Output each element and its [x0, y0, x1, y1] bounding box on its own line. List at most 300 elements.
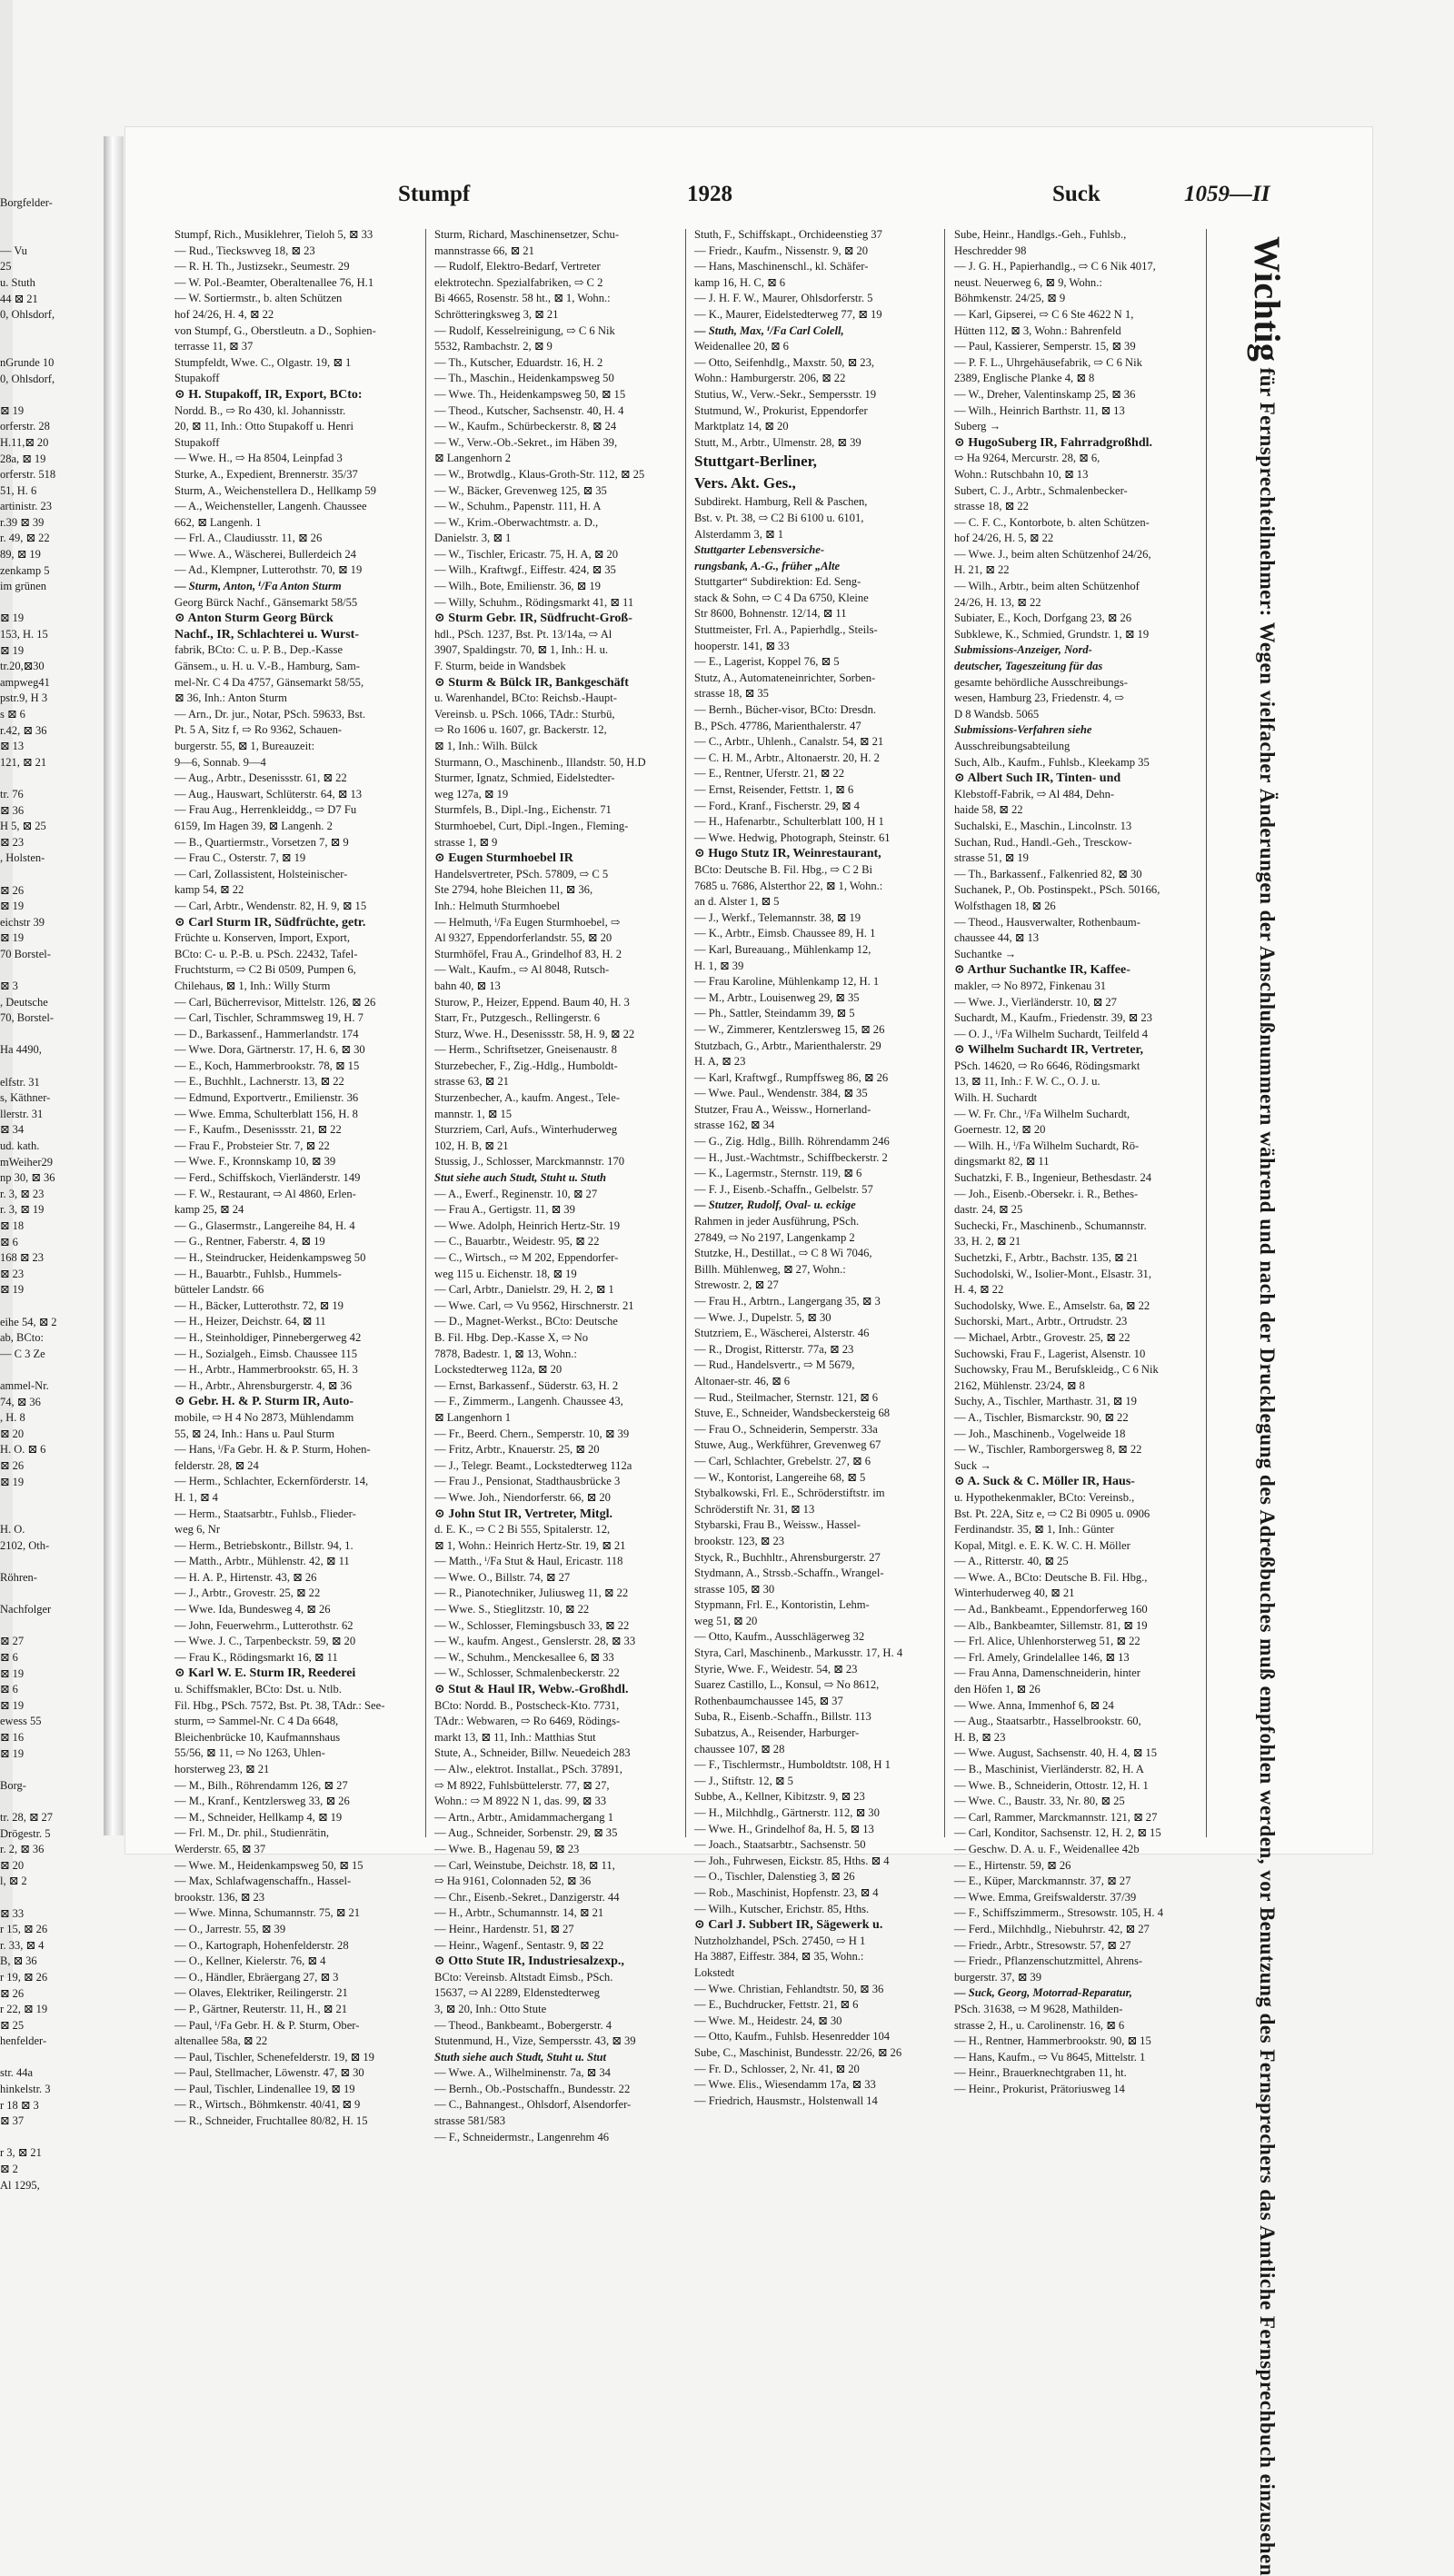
- directory-entry-line: — Wwe. Dora, Gärtnerstr. 17, H. 6, ⊠ 30: [174, 1043, 365, 1057]
- directory-entry-line: hof 24/26, H. 5, ⊠ 22: [954, 532, 1054, 545]
- directory-entry-line: — C. H. M., Arbtr., Altonaerstr. 20, H. 2: [694, 751, 880, 764]
- directory-entry-line: Suck →: [954, 1458, 991, 1472]
- directory-entry-line: Stuttmeister, Frl. A., Papierhdlg., Steils-: [694, 623, 878, 637]
- directory-entry-line: Wohn.: Rutschbahn 10, ⊠ 13: [954, 467, 1089, 481]
- directory-entry-line: ⊠ 1, Inh.: Wilh. Bülck: [434, 740, 538, 752]
- directory-entry-line: — M., Kranf., Kentzlersweg 33, ⊠ 26: [174, 1795, 350, 1808]
- directory-entry-line: — Rud., Tieckswveg 18, ⊠ 23: [174, 244, 315, 257]
- directory-entry-line: — Ad., Bankbeamt., Eppendorferweg 160: [954, 1603, 1148, 1616]
- directory-entry-line: Stuwe, Aug., Werkführer, Grevenweg 67: [694, 1438, 881, 1452]
- fragment-line: r 15, ⊠ 26: [0, 1923, 48, 1936]
- fragment-line: 0, Ohlsdorf,: [0, 308, 55, 322]
- directory-entry-line: — Th., Kutscher, Eduardstr. 16, H. 2: [434, 355, 603, 369]
- directory-entry-line: — Matth., ⁱ/Fa Stut & Haul, Ericastr. 118: [434, 1555, 623, 1568]
- fragment-line: Drögestr. 5: [0, 1826, 51, 1840]
- directory-entry-line: Stuttgarter“ Subdirektion: Ed. Seng-: [694, 575, 861, 589]
- directory-entry-line: 102, H. B, ⊠ 21: [434, 1139, 509, 1152]
- directory-entry-line: H. A, ⊠ 23: [694, 1055, 746, 1069]
- directory-entry-line: Sturow, P., Heizer, Eppend. Baum 40, H. 3: [434, 995, 630, 1009]
- firm-entry-line: ⊙ Eugen Sturmhoebel IR: [434, 851, 573, 866]
- book-gutter: [104, 136, 124, 1835]
- fragment-line: [0, 963, 102, 980]
- fragment-line: [0, 323, 102, 340]
- fragment-line: ⊠ 34: [0, 1123, 25, 1137]
- directory-entry-line: — G., Rentner, Faberstr. 4, ⊠ 19: [174, 1235, 325, 1248]
- directory-entry-line: bütteler Landstr. 66: [174, 1283, 264, 1297]
- fragment-line: [0, 595, 102, 612]
- directory-entry-line: 15637, ⇨ Al 2289, Eldenstedterweg: [434, 1986, 600, 2000]
- directory-entry-line: ⊠ Langenhorn 2: [434, 452, 511, 465]
- firm-entry-line: ⊙ Gebr. H. & P. Sturm IR, Auto-: [174, 1395, 354, 1409]
- directory-entry-line: Böhmkenstr. 24/25, ⊠ 9: [954, 292, 1066, 305]
- directory-entry-line: Bi 4665, Rosenstr. 58 ht., ⊠ 1, Wohn.:: [434, 292, 611, 305]
- directory-entry-line: Bst. Pt. 22A, Sitz e, ⇨ C2 Bi 0905 u. 0906: [954, 1507, 1150, 1520]
- directory-entry-line: Stutzer, Frau A., Weissw., Hornerland-: [694, 1102, 871, 1116]
- directory-entry-line: — Wwe. Carl, ⇨ Vu 9562, Hirschnerstr. 21: [434, 1298, 634, 1312]
- directory-entry-line: ⇨ Ha 9264, Mercurstr. 28, ⊠ 6,: [954, 452, 1100, 465]
- directory-entry-line: — W., Kaufm., Schürbeckerstr. 8, ⊠ 24: [434, 420, 617, 433]
- directory-entry-line: — J. H. F. W., Maurer, Ohlsdorferstr. 5: [694, 292, 873, 305]
- directory-entry-line: — Theod., Bankbeamt., Bobergerstr. 4: [434, 2018, 612, 2032]
- directory-entry-line: Suchardt, M., Kaufm., Friedenstr. 39, ⊠ 23: [954, 1011, 1152, 1025]
- directory-entry-line: — Aug., Hauswart, Schlüterstr. 64, ⊠ 13: [174, 787, 363, 801]
- directory-entry-line: — C. F. C., Kontorbote, b. alten Schützen-: [954, 515, 1150, 529]
- fragment-line: orferstr. 28: [0, 420, 50, 433]
- directory-entry-line: Marktplatz 14, ⊠ 20: [694, 420, 789, 433]
- directory-entry-line: — H., Just.-Wachtmstr., Schiffbeckerstr. 2: [694, 1150, 888, 1164]
- fragment-line: — C 3 Ze: [0, 1347, 45, 1360]
- directory-entry-line: — Wilh., Bote, Emilienstr. 36, ⊠ 19: [434, 580, 601, 593]
- directory-entry-line: — Herm., Staatsarbtr., Fuhlsb., Flieder-: [174, 1507, 356, 1520]
- directory-entry-line: — R. H. Th., Justizsekr., Seumestr. 29: [174, 260, 350, 274]
- fragment-line: [0, 2050, 102, 2066]
- fragment-line: , Deutsche: [0, 995, 48, 1009]
- directory-entry-line: 55/56, ⊠ 11, ⇨ No 1263, Uhlen-: [174, 1746, 325, 1760]
- fragment-line: [0, 1027, 102, 1043]
- directory-entry-line: — H., Bäcker, Lutterothstr. 72, ⊠ 19: [174, 1298, 344, 1312]
- directory-entry-line: ⊠ 1, Wohn.: Heinrich Hertz-Str. 19, ⊠ 21: [434, 1538, 626, 1552]
- directory-entry-line: — Otto, Seifenhdlg., Maxstr. 50, ⊠ 23,: [694, 355, 875, 369]
- directory-entry-line: 20, ⊠ 11, Inh.: Otto Stupakoff u. Henri: [174, 420, 354, 433]
- directory-entry-line: 24/26, H. 13, ⊠ 22: [954, 595, 1041, 609]
- fragment-line: [0, 1059, 102, 1075]
- directory-entry-line: H. 4, ⊠ 22: [954, 1283, 1004, 1297]
- firm-entry-line: ⊙ Karl W. E. Sturm IR, Reederei: [174, 1666, 356, 1681]
- directory-entry-line: — Willy, Schuhm., Rödingsmarkt 41, ⊠ 11: [434, 595, 634, 609]
- fragment-line: r 18 ⊠ 3: [0, 2098, 39, 2112]
- directory-entry-line: elektrotechn. Spezialfabriken, ⇨ C 2: [434, 275, 603, 289]
- directory-entry-line: — Alb., Bankbeamter, Sillemstr. 81, ⊠ 19: [954, 1618, 1148, 1632]
- directory-entry-line: — Otto, Kaufm., Fuhlsb. Hesenredder 104: [694, 2030, 891, 2044]
- fragment-line: [0, 212, 102, 228]
- page-header: [125, 182, 1334, 218]
- directory-entry-line: — Michael, Arbtr., Grovestr. 25, ⊠ 22: [954, 1330, 1130, 1344]
- directory-entry-line: — Friedr., Pflanzenschutzmittel, Ahrens-: [954, 1954, 1143, 1968]
- directory-entry-line: Suchecki, Fr., Maschinenb., Schumannstr.: [954, 1218, 1147, 1232]
- fragment-line: ⊠ 13: [0, 740, 25, 753]
- directory-entry-line: Handelsvertreter, PSch. 57809, ⇨ C 5: [434, 867, 609, 880]
- directory-entry-line: — C., Arbtr., Uhlenh., Canalstr. 54, ⊠ 21: [694, 735, 884, 749]
- directory-entry-line: — W. Fr. Chr., ⁱ/Fa Wilhelm Suchardt,: [954, 1107, 1130, 1120]
- fragment-line: 70 Borstel-: [0, 947, 51, 960]
- directory-entry-line: — Frau H., Arbtrn., Langergang 35, ⊠ 3: [694, 1295, 881, 1308]
- directory-entry-line: — Paul, Stellmacher, Löwenstr. 47, ⊠ 30: [174, 2066, 364, 2080]
- directory-entry-line: Wilh. H. Suchardt: [954, 1091, 1038, 1105]
- directory-entry-line: ⇨ Ha 9161, Colonnaden 52, ⊠ 36: [434, 1875, 592, 1888]
- fragment-line: ⊠ 19: [0, 1698, 25, 1712]
- fragment-line: ⊠ 26: [0, 1986, 25, 2000]
- directory-entry-line: — Frau F., Probsteier Str. 7, ⊠ 22: [174, 1139, 330, 1152]
- directory-entry-line: — Wwe. Joh., Niendorferstr. 66, ⊠ 20: [434, 1490, 611, 1504]
- directory-entry-line: strasse 51, ⊠ 19: [954, 851, 1029, 865]
- directory-entry-line: — F., Tischlermstr., Humboldtstr. 108, H 1: [694, 1758, 891, 1772]
- directory-entry-line: Ferdinandstr. 35, ⊠ 1, Inh.: Günter: [954, 1523, 1114, 1537]
- fragment-line: — Vu: [0, 244, 27, 257]
- directory-entry-line: Rothenbaumchaussee 145, ⊠ 37: [694, 1694, 843, 1707]
- firm-entry-line: ⊙ Carl Sturm IR, Südfrüchte, getr.: [174, 915, 366, 930]
- directory-column-1: [174, 227, 426, 2128]
- directory-entry-line: Subatzus, A., Reisender, Harburger-: [694, 1726, 860, 1740]
- directory-entry-line: — Frl. Alice, Uhlenhorsterweg 51, ⊠ 22: [954, 1635, 1140, 1648]
- directory-entry-line: — Friedrich, Hausmstr., Holstenwall 14: [694, 2094, 878, 2107]
- directory-entry-line: — Wwe. F., Kronnskamp 10, ⊠ 39: [174, 1155, 336, 1169]
- directory-entry-line: ⇨ Ro 1606 u. 1607, gr. Backerstr. 12,: [434, 723, 607, 737]
- fragment-line: ⊠ 36: [0, 803, 25, 817]
- fragment-line: s, Käthner-: [0, 1091, 51, 1105]
- directory-entry-line: — Ferd., Schiffskoch, Vierländerstr. 149: [174, 1171, 361, 1185]
- directory-entry-line: Stypmann, Frl. E., Kontoristin, Lehm-: [694, 1598, 870, 1612]
- directory-entry-line: Bst. v. Pt. 38, ⇨ C2 Bi 6100 u. 6101,: [694, 511, 864, 524]
- fragment-line: r. 2, ⊠ 36: [0, 1843, 45, 1856]
- directory-entry-line: — Arn., Dr. jur., Notar, PSch. 59633, Bst.: [174, 707, 366, 721]
- directory-entry-line: bahn 40, ⊠ 13: [434, 979, 501, 992]
- directory-entry-line: Vereinsb. u. PSch. 1066, TAdr.: Sturbü,: [434, 707, 615, 721]
- notice-body: für Fernsprechteilnehmer: Wegen vielfacher Änderungen der Anschlußnummern während und nach der Drucklegung des Adreßbuches muß empfohlen werden, vor Benutzung des Fernsprechers das Amtliche Fernsprechbuch einzusehen: [1256, 367, 1279, 2576]
- fragment-line: artinistr. 23: [0, 500, 52, 513]
- directory-entry-line: 2389, Englische Planke 4, ⊠ 8: [954, 372, 1095, 385]
- fragment-line: 168 ⊠ 23: [0, 1251, 44, 1265]
- fragment-line: ud. kath.: [0, 1139, 40, 1153]
- directory-entry-line: — Wwe. Emma, Greifswalderstr. 37/39: [954, 1890, 1137, 1904]
- directory-entry-line: — Frau Karoline, Mühlenkamp 12, H. 1: [694, 975, 880, 989]
- directory-entry-line: — Carl, Tischler, Schrammsweg 19, H. 7: [174, 1011, 364, 1025]
- directory-entry-line: strasse 2, H., u. Carolinenstr. 16, ⊠ 6: [954, 2018, 1125, 2032]
- fragment-line: Borg-: [0, 1778, 26, 1792]
- directory-entry-line: — J., Werkf., Telemannstr. 38, ⊠ 19: [694, 910, 861, 924]
- directory-column-3: [694, 227, 946, 2107]
- directory-entry-line: ⊠ Langenhorn 1: [434, 1410, 511, 1424]
- directory-entry-line: — E., Rentner, Uferstr. 21, ⊠ 22: [694, 767, 844, 781]
- directory-entry-line: Weidenallee 20, ⊠ 6: [694, 340, 789, 353]
- directory-entry-line: — F., Zimmerm., Langenh. Chaussee 43,: [434, 1395, 623, 1408]
- directory-entry-line: — Heinr., Brauerknechtgraben 11, ht.: [954, 2066, 1127, 2080]
- header-last-entry: Suck: [1052, 182, 1100, 206]
- fragment-line: ⊠ 27: [0, 1635, 25, 1648]
- fragment-line: elfstr. 31: [0, 1075, 40, 1089]
- fragment-line: ⊠ 18: [0, 1219, 25, 1232]
- directory-entry-line: — Frau K., Rödingsmarkt 16, ⊠ 11: [174, 1650, 338, 1664]
- directory-entry-line: — H., Hafenarbtr., Schulterblatt 100, H 1: [694, 815, 884, 829]
- fragment-line: nGrunde 10: [0, 355, 55, 369]
- fragment-line: 28a, ⊠ 19: [0, 452, 46, 465]
- directory-entry-line: Suchowski, Frau F., Lagerist, Alsenstr. 10: [954, 1347, 1146, 1360]
- directory-entry-line: — John, Feuerwehrm., Lutterothstr. 62: [174, 1618, 354, 1632]
- directory-entry-line: — Wwe. A., BCto: Deutsche B. Fil. Hbg.,: [954, 1570, 1148, 1584]
- directory-entry-line: Suchowsky, Frau M., Berufskleidg., C 6 Nik: [954, 1363, 1159, 1377]
- fragment-line: 74, ⊠ 36: [0, 1395, 41, 1408]
- directory-entry-line: — Ferd., Milchhdlg., Niebuhrstr. 42, ⊠ 27: [954, 1922, 1150, 1935]
- directory-entry-line: Stutzke, H., Destillat., ⇨ C 8 Wi 7046,: [694, 1247, 872, 1260]
- directory-entry-line: — Herm., Betriebskontr., Billstr. 94, 1.: [174, 1538, 354, 1552]
- directory-entry-line: strasse 18, ⊠ 22: [954, 500, 1029, 513]
- directory-entry-line: — Bernh., Bücher-visor, BCto: Dresdn.: [694, 703, 877, 717]
- directory-entry-line: — Fr. D., Schlosser, 2, Nr. 41, ⊠ 20: [694, 2062, 860, 2075]
- directory-entry-line: PSch. 31638, ⇨ M 9628, Mathilden-: [954, 2002, 1123, 2015]
- directory-entry-line: Wohn.: Hamburgerstr. 206, ⊠ 22: [694, 372, 846, 385]
- fragment-line: l, ⊠ 2: [0, 1875, 27, 1888]
- directory-entry-line: — H., Rentner, Hammerbrookstr. 90, ⊠ 15: [954, 2034, 1151, 2048]
- fragment-line: tr. 28, ⊠ 27: [0, 1810, 54, 1824]
- directory-entry-line: Stussig, J., Schlosser, Marckmannstr. 170: [434, 1155, 625, 1169]
- directory-entry-line: — J., Arbtr., Grovestr. 25, ⊠ 22: [174, 1586, 321, 1600]
- fragment-line: , H. 8: [0, 1411, 25, 1425]
- fragment-line: 51, H. 6: [0, 483, 37, 497]
- firm-entry-line: ⊙ A. Suck & C. Möller IR, Haus-: [954, 1475, 1135, 1489]
- directory-entry-line: — O., Kartograph, Hohenfelderstr. 28: [174, 1938, 349, 1952]
- directory-entry-line: PSch. 14620, ⇨ Ro 6646, Rödingsmarkt: [954, 1059, 1140, 1072]
- directory-entry-line: — O., Tischler, Dalenstieg 3, ⊠ 26: [694, 1870, 855, 1884]
- directory-entry-line: weg 51, ⊠ 20: [694, 1614, 758, 1627]
- page-number: 1059—II: [1184, 182, 1270, 206]
- directory-entry-line: Sturm, A., Weichenstellera D., Hellkamp 59: [174, 483, 376, 497]
- directory-entry-line: — W., kaufm. Angest., Genslerstr. 28, ⊠ 33: [434, 1635, 636, 1648]
- firm-entry-line: ⊙ Wilhelm Suchardt IR, Vertreter,: [954, 1043, 1143, 1058]
- directory-entry-line: — Heinr., Wagenf., Sentastr. 9, ⊠ 22: [434, 1938, 604, 1952]
- fragment-line: [0, 1490, 102, 1507]
- directory-entry-line: — Carl, Schlachter, Grebelstr. 27, ⊠ 6: [694, 1454, 871, 1467]
- directory-entry-line: — Wwe. M., Heidestr. 24, ⊠ 30: [694, 2014, 842, 2027]
- directory-entry-line: — W. Pol.-Beamter, Oberaltenallee 76, H.1: [174, 275, 374, 289]
- fragment-line: Röhren-: [0, 1571, 37, 1585]
- directory-entry-line: Rahmen in jeder Ausführung, PSch.: [694, 1215, 860, 1228]
- fragment-line: ⊠ 19: [0, 1746, 25, 1760]
- directory-entry-line: — Frau A., Gertigstr. 11, ⊠ 39: [434, 1203, 575, 1217]
- directory-entry-line: — D., Magnet-Werkst., BCto: Deutsche: [434, 1315, 618, 1328]
- directory-entry-line: Suchanek, P., Ob. Postinspekt., PSch. 50166,: [954, 883, 1160, 897]
- directory-column-4: [954, 227, 1206, 2095]
- fragment-line: [0, 227, 102, 244]
- directory-entry-line: — Chr., Eisenb.-Sekret., Danzigerstr. 44: [434, 1890, 620, 1904]
- directory-entry-line: 3, ⊠ 20, Inh.: Otto Stute: [434, 2002, 547, 2015]
- directory-entry-line: — Paul, Tischler, Schenefelderstr. 19, ⊠ 19: [174, 2050, 374, 2064]
- directory-entry-line: Al 9327, Eppendorferlandstr. 55, ⊠ 20: [434, 931, 612, 945]
- fragment-line: [0, 1618, 102, 1635]
- fragment-line: ⊠ 37: [0, 2114, 25, 2128]
- directory-entry-line: — Th., Maschin., Heidenkampsweg 50: [434, 372, 614, 385]
- fragment-line: ⊠ 6: [0, 1651, 18, 1665]
- directory-entry-line: 55, ⊠ 24, Inh.: Hans u. Paul Sturm: [174, 1427, 335, 1440]
- directory-entry-line: — Joach., Staatsarbtr., Sachsenstr. 50: [694, 1838, 866, 1852]
- fragment-line: s ⊠ 6: [0, 708, 25, 721]
- directory-entry-line: — F. J., Eisenb.-Schaffn., Gelbelstr. 57: [694, 1182, 873, 1196]
- fragment-line: [0, 1794, 102, 1810]
- directory-entry-line: Stuth siehe auch Studt, Stuht u. Stut: [434, 2050, 606, 2064]
- directory-entry-line: — W., Tischler, Ericastr. 75, H. A, ⊠ 20: [434, 547, 619, 561]
- directory-entry-line: — J. G. H., Papierhandlg., ⇨ C 6 Nik 4017,: [954, 260, 1156, 274]
- directory-entry-line: Subdirekt. Hamburg, Rell & Paschen,: [694, 495, 868, 509]
- fragment-line: [0, 339, 102, 355]
- directory-entry-line: Strewostr. 2, ⊠ 27: [694, 1278, 779, 1292]
- directory-entry-line: Stutzbach, G., Arbtr., Marienthalerstr. 29: [694, 1039, 881, 1052]
- directory-entry-line: Sturke, A., Expedient, Brennerstr. 35/37: [174, 467, 358, 481]
- directory-entry-line: Suchetzki, F., Arbtr., Bachstr. 135, ⊠ 21: [954, 1251, 1139, 1264]
- directory-entry-line: — E., Küper, Marckmannstr. 37, ⊠ 27: [954, 1875, 1131, 1888]
- directory-entry-line: — H. A. P., Hirtenstr. 43, ⊠ 26: [174, 1570, 317, 1584]
- directory-entry-line: — W. Sortiermstr., b. alten Schützen: [174, 292, 343, 305]
- directory-entry-line: chaussee 107, ⊠ 28: [694, 1742, 785, 1755]
- directory-entry-line: strasse 1, ⊠ 9: [434, 835, 498, 849]
- directory-entry-line: Sturm, Richard, Maschinensetzer, Schu-: [434, 228, 620, 241]
- fragment-line: ⊠ 19: [0, 1283, 25, 1297]
- directory-entry-line: weg 6, Nr: [174, 1523, 221, 1537]
- directory-entry-line: — Wwe. Emma, Schulterblatt 156, H. 8: [174, 1107, 358, 1120]
- fragment-line: ewess 55: [0, 1715, 42, 1728]
- fragment-line: ⊠ 19: [0, 1475, 25, 1488]
- directory-entry-line: — F. W., Restaurant, ⇨ Al 4860, Erlen-: [174, 1187, 356, 1200]
- directory-entry-line: neust. Neuerweg 6, ⊠ 9, Wohn.:: [954, 275, 1102, 289]
- directory-entry-line: H. 1, ⊠ 4: [174, 1490, 218, 1504]
- directory-entry-line: Suba, R., Eisenb.-Schaffn., Billstr. 113: [694, 1710, 871, 1724]
- directory-entry-line: markt 13, ⊠ 11, Inh.: Matthias Stut: [434, 1730, 596, 1744]
- directory-entry-line: Suchantke →: [954, 947, 1017, 960]
- directory-entry-line: Suchodolski, W., Isolier-Mont., Elsastr. 31,: [954, 1267, 1151, 1280]
- directory-entry-line: — Ernst, Barkassenf., Süderstr. 63, H. 2: [434, 1378, 619, 1392]
- directory-entry-line: — Suck, Georg, Motorrad-Reparatur,: [954, 1986, 1132, 2000]
- directory-entry-line: — Aug., Arbtr., Desenissstr. 61, ⊠ 22: [174, 771, 347, 785]
- directory-entry-line: — R., Drogist, Ritterstr. 77a, ⊠ 23: [694, 1342, 854, 1356]
- directory-entry-line: D 8 Wandsb. 5065: [954, 707, 1040, 721]
- directory-entry-line: — Rudolf, Elektro-Bedarf, Vertreter: [434, 260, 601, 274]
- directory-entry-line: Fruchtsturm, ⇨ C2 Bi 0509, Pumpen 6,: [174, 963, 356, 977]
- fragment-line: Nachfolger: [0, 1603, 52, 1616]
- fragment-line: , Holsten-: [0, 851, 45, 865]
- directory-entry-line: — W., Schuhm., Papenstr. 111, H. A: [434, 500, 602, 513]
- directory-entry-line: — A., Tischler, Bismarckstr. 90, ⊠ 22: [954, 1410, 1129, 1424]
- directory-entry-line: — D., Barkassenf., Hammerlandstr. 174: [174, 1027, 359, 1040]
- directory-entry-line: u. Warenhandel, BCto: Reichsb.-Haupt-: [434, 691, 617, 705]
- directory-entry-line: — Carl, Zollassistent, Holsteinischer-: [174, 867, 348, 880]
- directory-entry-line: — Matth., Arbtr., Mühlenstr. 42, ⊠ 11: [174, 1555, 350, 1568]
- notice-lead: Wichtig: [1247, 236, 1288, 363]
- directory-entry-line: — Bernh., Ob.-Postschaffn., Bundesstr. 22: [434, 2082, 631, 2095]
- directory-entry-line: Pt. 5 A, Sitz f, ⇨ Ro 9362, Schauen-: [174, 723, 343, 737]
- directory-entry-line: — E., Lagerist, Koppel 76, ⊠ 5: [694, 655, 840, 669]
- fragment-line: ⊠ 25: [0, 2018, 25, 2032]
- directory-entry-line: — Carl, Bücherrevisor, Mittelstr. 126, ⊠ 26: [174, 995, 376, 1009]
- directory-entry-line: Altonaer-str. 46, ⊠ 6: [694, 1374, 791, 1387]
- directory-entry-line: — Wilh., Arbtr., beim alten Schützenhof: [954, 580, 1140, 593]
- directory-entry-line: — Alw., elektrot. Installat., PSch. 37891,: [434, 1763, 622, 1775]
- directory-entry-line: — Friedr., Arbtr., Stresowstr. 57, ⊠ 27: [954, 1938, 1131, 1952]
- directory-entry-line: Starr, Fr., Putzgesch., Rellingerstr. 6: [434, 1011, 601, 1025]
- directory-entry-line: rungsbank, A.-G., früher „Alte: [694, 559, 841, 572]
- directory-entry-line: ⊠ 36, Inh.: Anton Sturm: [174, 691, 287, 705]
- fragment-line: 89, ⊠ 19: [0, 548, 41, 562]
- directory-entry-line: — H., Milchhdlg., Gärtnerstr. 112, ⊠ 30: [694, 1806, 880, 1819]
- directory-entry-line: Stumpf, Rich., Musiklehrer, Tieloh 5, ⊠ 33: [174, 228, 373, 241]
- directory-entry-line: Schrötteringksweg 3, ⊠ 21: [434, 307, 559, 321]
- fragment-line: henfelder-: [0, 2034, 47, 2048]
- fragment-line: llerstr. 31: [0, 1107, 44, 1120]
- fragment-line: ⊠ 19: [0, 403, 25, 417]
- directory-entry-line: Früchte u. Konserven, Import, Export,: [174, 931, 351, 945]
- telephone-notice: [1247, 236, 1321, 2576]
- fragment-line: 0, Ohlsdorf,: [0, 372, 55, 385]
- directory-entry-line: Suchodolsky, Wwe. E., Amselstr. 6a, ⊠ 22: [954, 1298, 1150, 1312]
- directory-entry-line: Nordd. B., ⇨ Ro 430, kl. Johannisstr.: [174, 403, 346, 417]
- directory-entry-line: — Wwe. H., Grindelhof 8a, H. 5, ⊠ 13: [694, 1822, 874, 1835]
- directory-page: [125, 127, 1372, 2576]
- directory-column-2: [434, 227, 686, 2143]
- fragment-line: 121, ⊠ 21: [0, 755, 47, 769]
- directory-entry-line: kamp 16, H. C, ⊠ 6: [694, 275, 786, 289]
- directory-entry-line: — Ernst, Reisender, Fettstr. 1, ⊠ 6: [694, 783, 854, 796]
- firm-entry-line: ⊙ H. Stupakoff, IR, Export, BCto:: [174, 387, 363, 402]
- directory-entry-line: von Stumpf, G., Oberstleutn. a D., Sophien-: [174, 323, 376, 337]
- directory-entry-line: — Wwe. H., ⇨ Ha 8504, Leinpfad 3: [174, 452, 343, 465]
- directory-entry-line: — Joh., Fuhrwesen, Eickstr. 85, Hths. ⊠ 4: [694, 1854, 890, 1867]
- directory-entry-line: — Ad., Klempner, Lutterothstr. 70, ⊠ 19: [174, 563, 363, 577]
- directory-entry-line: Schröderstift Nr. 31, ⊠ 13: [694, 1502, 815, 1516]
- directory-entry-line: — Wwe. O., Billstr. 74, ⊠ 27: [434, 1570, 571, 1584]
- fragment-line: [0, 387, 102, 403]
- directory-entry-line: — Wwe. Minna, Schumannstr. 75, ⊠ 21: [174, 1906, 361, 1920]
- fragment-line: ⊠ 6: [0, 1235, 18, 1248]
- directory-entry-line: 9—6, Sonnab. 9—4: [174, 755, 266, 769]
- directory-entry-line: sturm, ⇨ Sammel-Nr. C 4 Da 6648,: [174, 1715, 339, 1728]
- directory-entry-line: — Paul, Kassierer, Semperstr. 15, ⊠ 39: [954, 340, 1136, 353]
- directory-entry-line: — Helmuth, ⁱ/Fa Eugen Sturmhoebel, ⇨: [434, 915, 621, 929]
- directory-entry-line: — Carl, Weinstube, Deichstr. 18, ⊠ 11,: [434, 1858, 615, 1872]
- directory-entry-line: strasse 162, ⊠ 34: [694, 1119, 775, 1132]
- directory-entry-line: — A., Ritterstr. 40, ⊠ 25: [954, 1555, 1069, 1568]
- directory-entry-line: — Carl, Rammer, Marckmannstr. 121, ⊠ 27: [954, 1810, 1158, 1824]
- directory-entry-line: hooperstr. 141, ⊠ 33: [694, 639, 790, 652]
- directory-entry-line: — O., Jarrestr. 55, ⊠ 39: [174, 1922, 286, 1935]
- directory-entry-line: — Carl, Konditor, Sachsenstr. 12, H. 2, ⊠ 15: [954, 1826, 1161, 1840]
- directory-entry-line: Wolfsthagen 18, ⊠ 26: [954, 899, 1056, 912]
- fragment-line: 70, Borstel-: [0, 1011, 55, 1025]
- directory-entry-line: — F., Kaufm., Desenissstr. 21, ⊠ 22: [174, 1123, 342, 1137]
- fragment-line: ⊠ 33: [0, 1906, 25, 1920]
- directory-entry-line: Subklewe, K., Schmied, Grundstr. 1, ⊠ 19: [954, 627, 1150, 641]
- fragment-line: ab, BCto:: [0, 1331, 44, 1345]
- directory-entry-line: — J., Telegr. Beamt., Lockstedterweg 112a: [434, 1458, 632, 1472]
- fragment-line: str. 44a: [0, 2066, 34, 2080]
- directory-entry-line: — Wwe. Th., Heidenkampsweg 50, ⊠ 15: [434, 387, 626, 401]
- firm-entry-line: Vers. Akt. Ges.,: [694, 474, 796, 492]
- fragment-line: u. Stuth: [0, 275, 35, 289]
- directory-entry-line: chaussee 44, ⊠ 13: [954, 931, 1040, 945]
- directory-entry-line: — H., Steinholdiger, Pinnebergerweg 42: [174, 1330, 362, 1344]
- directory-entry-line: BCto: Vereinsb. Altstadt Eimsb., PSch.: [434, 1970, 613, 1984]
- directory-entry-line: — H., Heizer, Deichstr. 64, ⊠ 11: [174, 1315, 326, 1328]
- directory-entry-line: fabrik, BCto: C. u. P. B., Dep.-Kasse: [174, 643, 344, 657]
- directory-entry-line: Gänsem., u. H. u. V.-B., Hamburg, Sam-: [174, 660, 360, 673]
- fragment-line: ⊠ 26: [0, 1458, 25, 1472]
- directory-entry-line: hof 24/26, H. 4, ⊠ 22: [174, 307, 274, 321]
- fragment-line: ⊠ 19: [0, 612, 25, 625]
